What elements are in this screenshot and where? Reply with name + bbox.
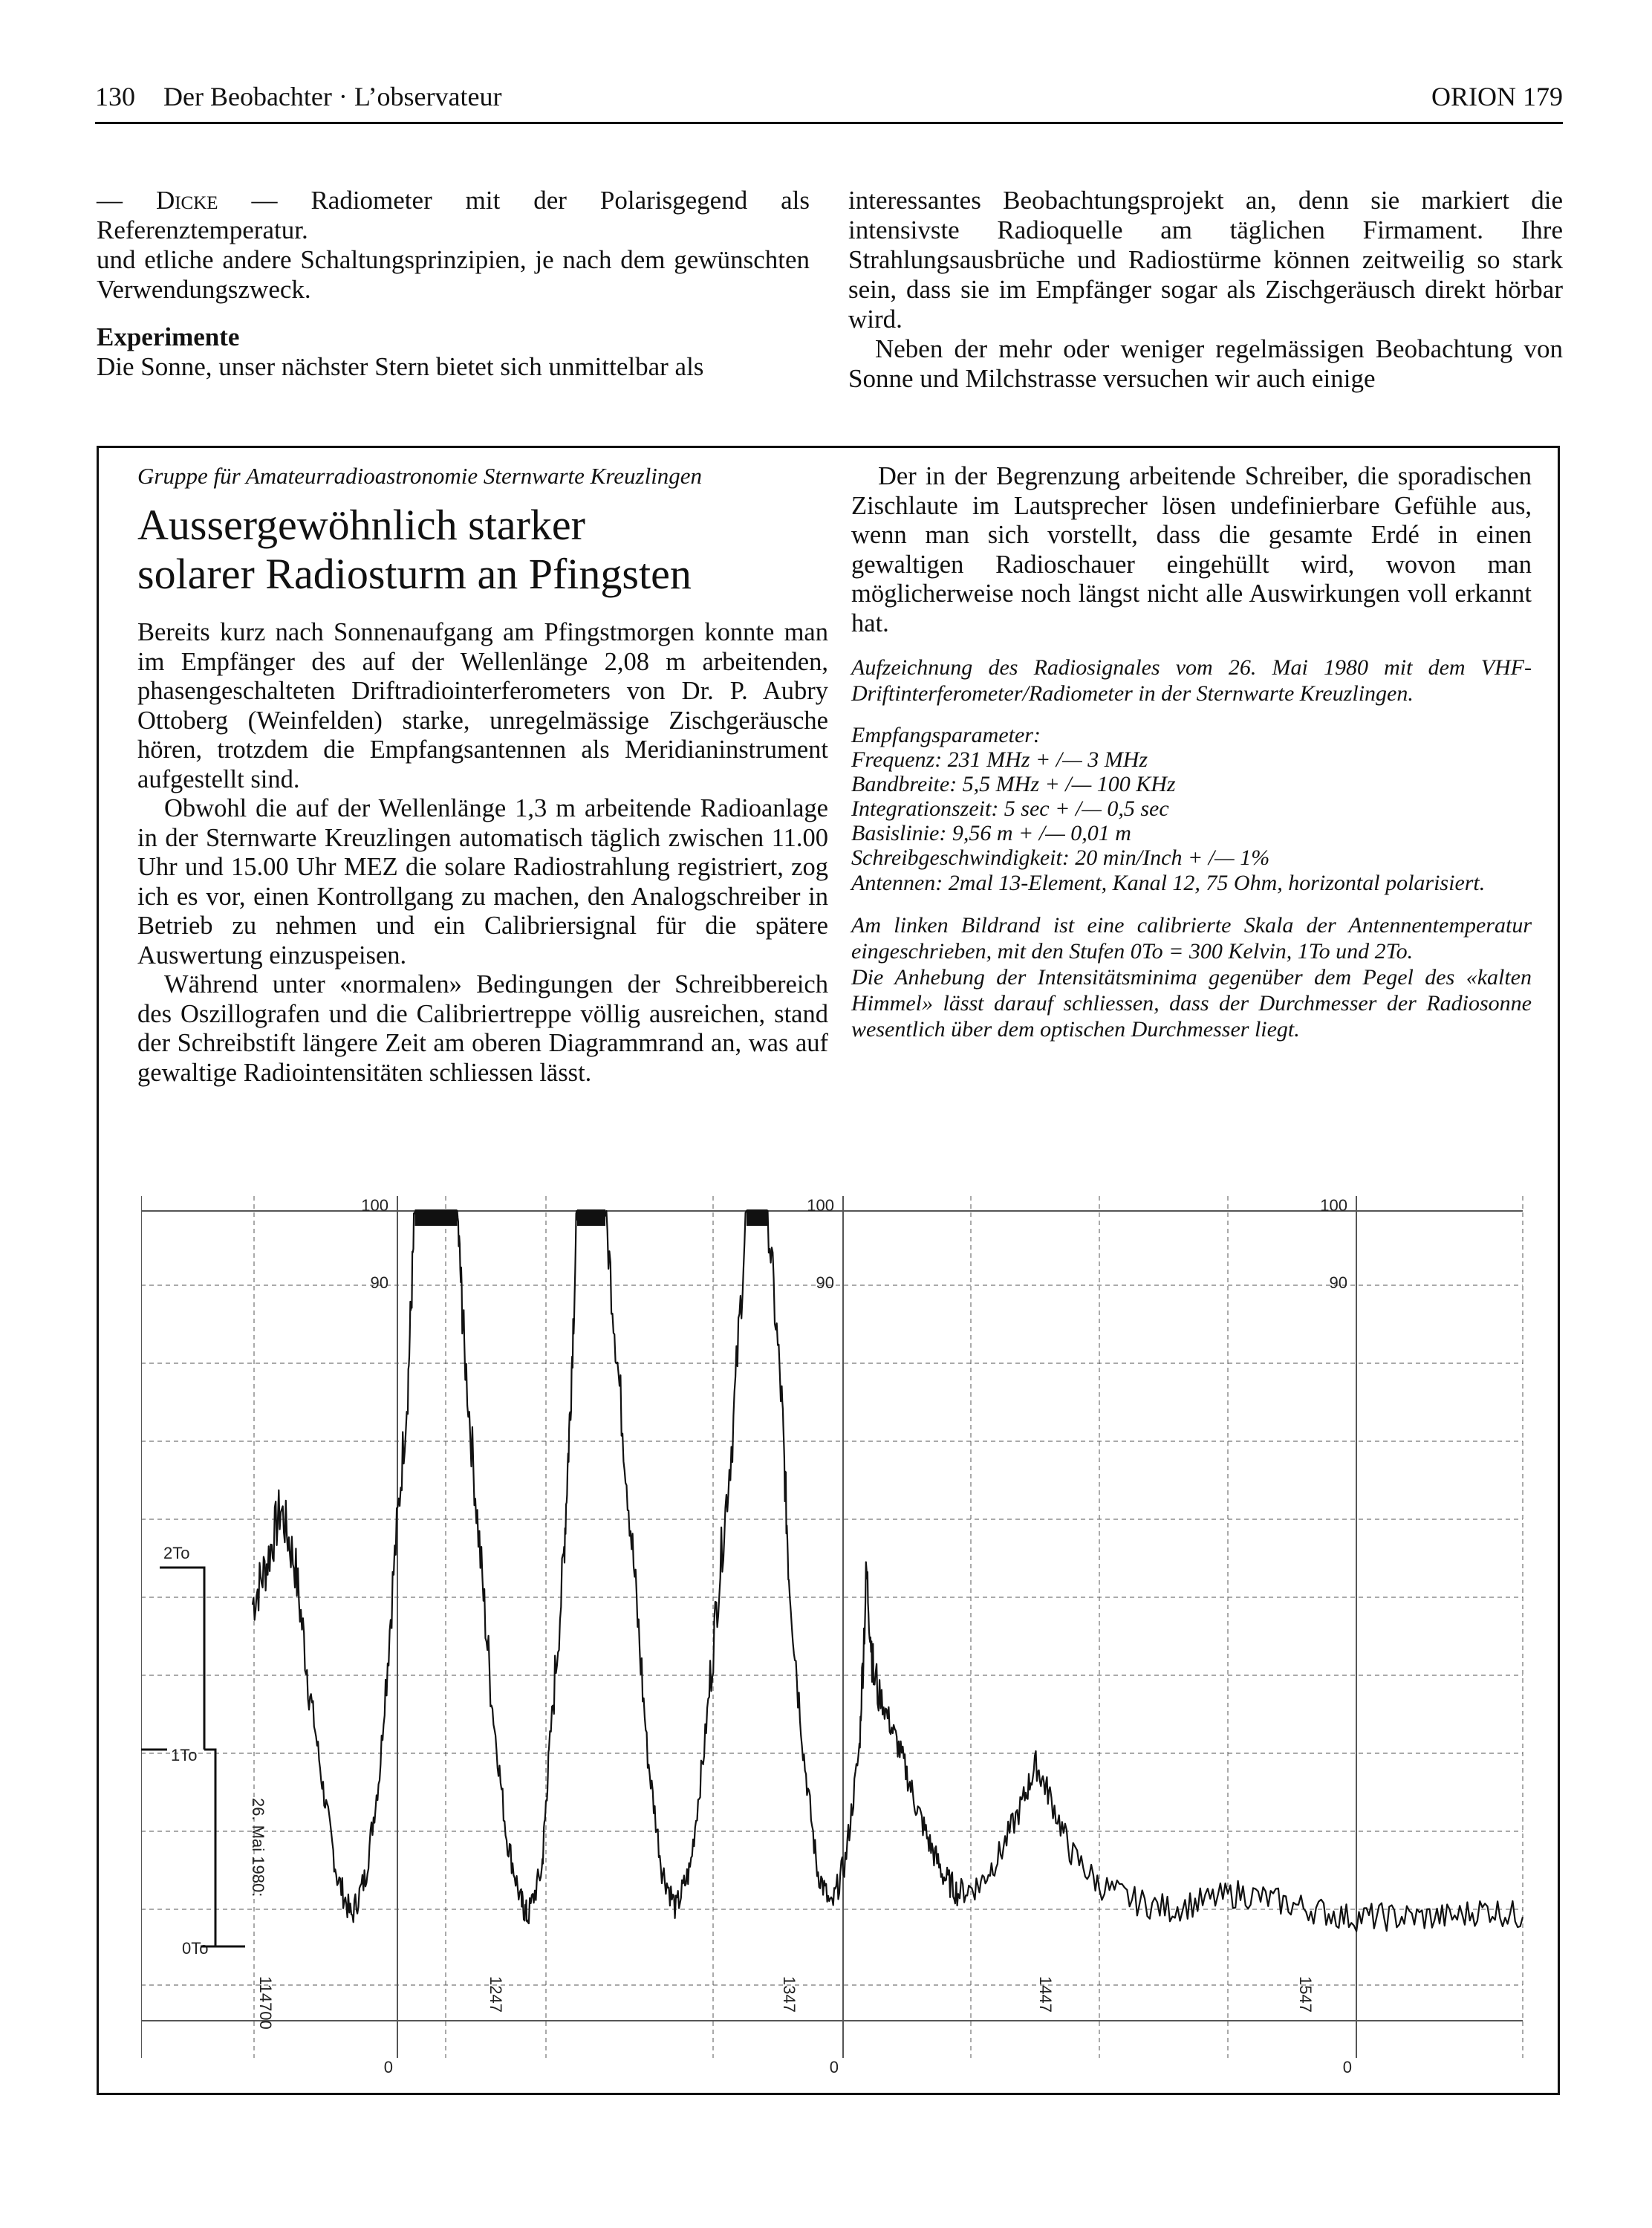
radio-chart bbox=[141, 1196, 1530, 2080]
param-antennas-text: Antennen: 2mal 13-Element, Kanal 12, 75 Ohm, horizontal polarisiert. bbox=[851, 871, 1486, 895]
grid-label-0: 0 bbox=[829, 2058, 839, 2076]
signal-trace bbox=[253, 1211, 1523, 1932]
article-paragraph-1: Bereits kurz nach Sonnenaufgang am Pfingstmorgen konnte man im Empfänger des auf der Wellenlänge 2,08 m arbeitenden, phasengeschalteten Driftradiointerferometers von Dr. P. Aubry Ottoberg (Weinfelden) starke, unregelmässige Zischgeräusche hören, trotzdem die Empfangsantennen als Meridianinstrument aufgestellt sind. bbox=[137, 618, 828, 793]
param-integration: Integrationszeit: 5 sec + /— 0,5 sec bbox=[851, 796, 1169, 821]
time-label: 1347 bbox=[780, 1976, 799, 2013]
headline-line-1: Aussergewöhnlich starker bbox=[137, 501, 585, 549]
grid-label-100: 100 bbox=[807, 1196, 834, 1215]
box-right-column bbox=[851, 462, 1532, 1042]
left-paragraph: Die Sonne, unser nächster Stern bietet sich unmittelbar als bbox=[97, 352, 704, 381]
kicker: Gruppe für Amateurradioastronomie Sternwarte Kreuzlingen bbox=[137, 463, 703, 489]
headline bbox=[137, 501, 828, 599]
date-label: 26. Mai 1980: bbox=[249, 1798, 267, 1897]
section-heading: Experimente bbox=[97, 322, 240, 351]
saturation-band bbox=[577, 1209, 605, 1226]
headline-line-2: solarer Radiosturm an Pfingsten bbox=[137, 550, 692, 598]
param-frequency: Frequenz: 231 MHz + /— 3 MHz bbox=[851, 747, 1148, 772]
header-rule bbox=[95, 122, 1563, 124]
parameters bbox=[851, 723, 1532, 870]
page-number: 130 bbox=[95, 82, 135, 111]
dicke-prefix: — bbox=[97, 186, 156, 215]
scale-label-0To: 0To bbox=[182, 1939, 209, 1958]
right-article-text: Der in der Begrenzung arbeitende Schreiber, die sporadischen Zischlaute im Lautsprecher lösen undefinierbare Gefühle aus, wenn man sich vorstellt, dass die gesamte Erdé in einen gewaltigen Radioschauer eingehüllt wird, wovon man möglicherweise noch längst nicht alle Auswirkungen voll erkannt hat. bbox=[851, 462, 1532, 637]
params-title: Empfangsparameter: bbox=[851, 723, 1041, 747]
saturation-band bbox=[415, 1209, 458, 1226]
article-body bbox=[137, 618, 828, 1088]
chart-svg bbox=[141, 1196, 1530, 2080]
param-speed: Schreibgeschwindigkeit: 20 min/Inch + /— 1% bbox=[851, 845, 1270, 870]
right-paragraph-1: interessantes Beobachtungsprojekt an, denn sie markiert die intensivste Radioquelle am täglichen Firmament. Ihre Strahlungsausbrüche und Radiostürme können zeitweilig so stark sein, dass sie im Empfänger sogar als Zischgeräusch direkt hörbar wird. bbox=[848, 186, 1563, 334]
right-column bbox=[848, 186, 1563, 394]
section-title: Der Beobachter · L’observateur bbox=[163, 82, 502, 111]
dicke-rest: — Radiometer mit der Polarisgegend als Referenztemperatur. bbox=[97, 186, 810, 244]
dicke-name: Dicke bbox=[155, 186, 218, 215]
param-baseline: Basislinie: 9,56 m + /— 0,01 m bbox=[851, 821, 1131, 845]
left-column bbox=[97, 186, 810, 382]
right-paragraph-2: Neben der mehr oder weniger regelmässigen Beobachtung von Sonne und Milchstrasse versuchen wir auch einige bbox=[848, 334, 1563, 393]
caption-1-text: Aufzeichnung des Radiosignales vom 26. Mai 1980 mit dem VHF-Driftinterferometer/Radiometer in der Sternwarte Kreuzlingen. bbox=[851, 655, 1532, 706]
left-line2: und etliche andere Schaltungsprinzipien, je nach dem gewünschten Verwendungszweck. bbox=[97, 245, 810, 304]
grid-label-90: 90 bbox=[370, 1273, 388, 1292]
time-label: 114700 bbox=[256, 1976, 275, 2030]
caption-1 bbox=[851, 655, 1532, 707]
caption-2-text: Am linken Bildrand ist eine calibrierte Skala der Antennentemperatur eingeschrieben, mit den Stufen 0To = 300 Kelvin, 1To und 2To. bbox=[851, 913, 1532, 964]
article-paragraph-2: Obwohl die auf der Wellenlänge 1,3 m arbeitende Radioanlage in der Sternwarte Kreuzlingen automatisch täglich zwischen 11.00 Uhr und 15.00 Uhr MEZ die solare Radiostrahlung registriert, zog ich es vor, einen Kontrollgang zu machen, den Analogschreiber in Betrieb zu nehmen und ein Calibriersignal für die spätere Auswertung einzuspeisen. bbox=[137, 794, 828, 970]
dicke-line bbox=[97, 186, 810, 245]
time-label: 1547 bbox=[1296, 1976, 1315, 2013]
chart-grid bbox=[141, 1196, 1523, 2058]
calibration-scale bbox=[141, 1544, 245, 1958]
chart-trace bbox=[253, 1209, 1523, 1932]
article-right-paragraph bbox=[851, 462, 1532, 638]
box-left-column bbox=[137, 462, 828, 1088]
param-bandwidth: Bandbreite: 5,5 MHz + /— 100 KHz bbox=[851, 772, 1176, 796]
grid-label-0: 0 bbox=[1342, 2058, 1352, 2076]
journal-issue: ORION 179 bbox=[1431, 82, 1563, 111]
scale-label-1To: 1To bbox=[171, 1746, 198, 1764]
grid-label-90: 90 bbox=[816, 1273, 834, 1292]
chart-labels bbox=[249, 1196, 1352, 2076]
param-antennas bbox=[851, 870, 1532, 896]
article-paragraph-3: Während unter «normalen» Bedingungen der Schreibbereich des Oszillografen und die Calibriertreppe völlig ausreichen, stand der Schreibstift längere Zeit am oberen Diagrammrand an, was auf gewaltige Radiointensitäten schliessen lässt. bbox=[137, 970, 828, 1087]
grid-label-0: 0 bbox=[383, 2058, 393, 2076]
scale-label-2To: 2To bbox=[163, 1544, 190, 1562]
time-label: 1247 bbox=[487, 1976, 505, 2013]
grid-label-90: 90 bbox=[1329, 1273, 1347, 1292]
grid-label-100: 100 bbox=[361, 1196, 388, 1215]
caption-3-text: Die Anhebung der Intensitätsminima gegenüber dem Pegel des «kalten Himmel» lässt darauf schliessen, dass der Durchmesser der Radiosonne wesentlich über dem optischen Durchmesser liegt. bbox=[851, 965, 1532, 1042]
grid-label-100: 100 bbox=[1320, 1196, 1347, 1215]
saturation-band bbox=[747, 1209, 768, 1226]
time-label: 1447 bbox=[1036, 1976, 1055, 2013]
caption-2 bbox=[851, 912, 1532, 1042]
